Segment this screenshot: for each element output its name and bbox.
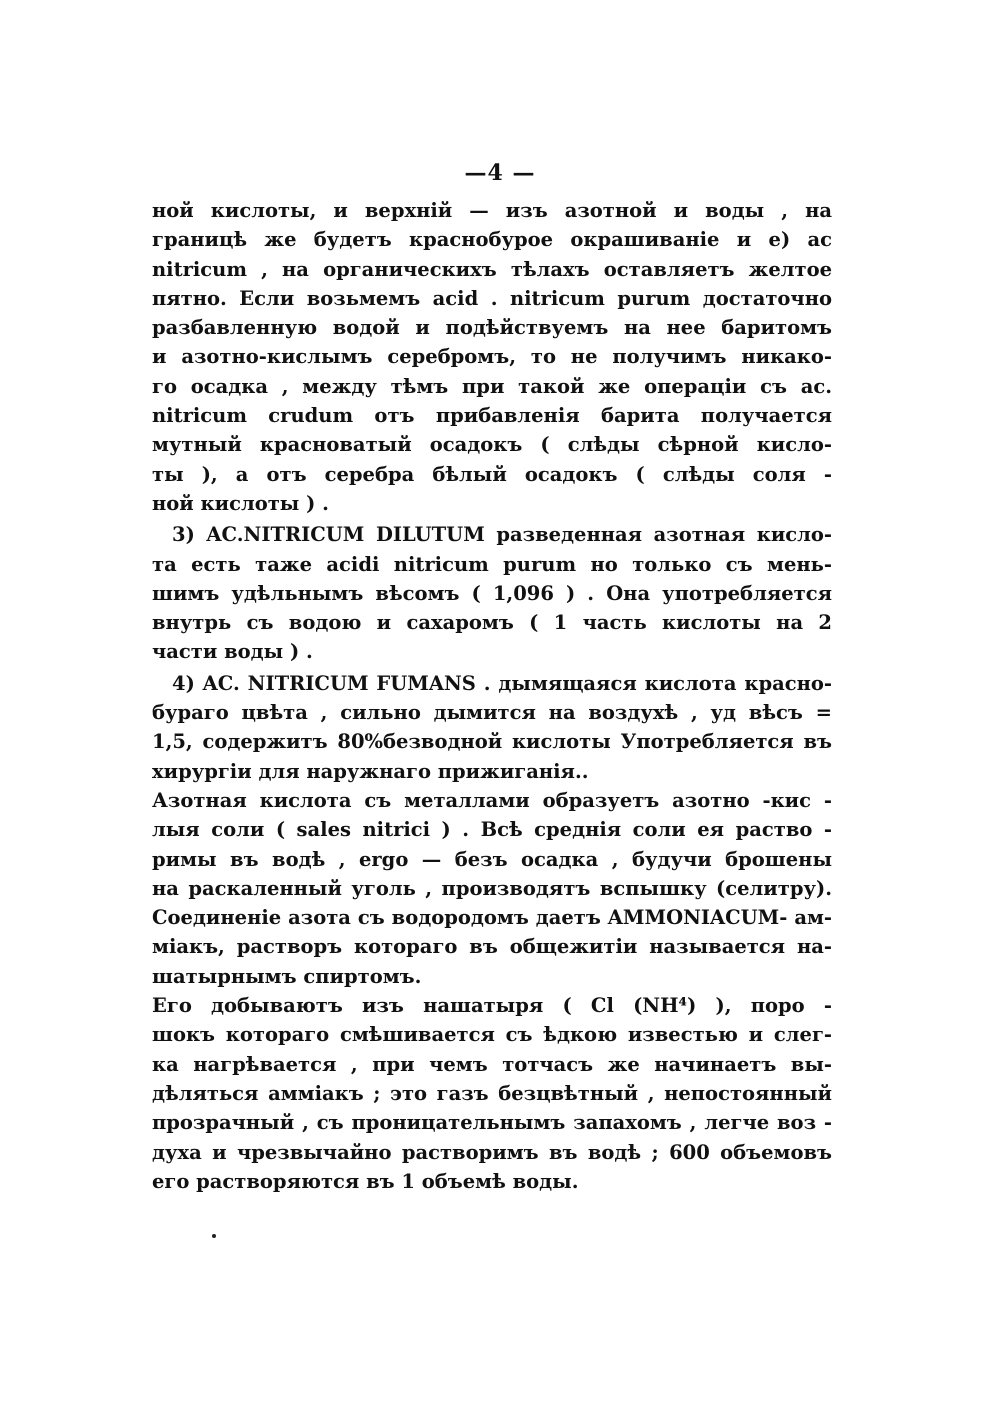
text-line: бураго цвѣта , сильно дымится на воздухѣ , уд вѣсъ = [152,701,832,725]
text-line: пятно. Если возьмемъ acid . nitricum purum достаточно [152,286,832,310]
text-line: міакъ, растворъ котораго въ общежитіи называется на- [152,935,832,959]
text-line: Соединеніе азота съ водородомъ даетъ AMMONIACUM- ам- [152,906,832,930]
text-line: nitricum , на органическихъ тѣлахъ оставляетъ желтое [152,257,832,281]
text-line: Азотная кислота съ металлами образуетъ азотно -кис - [152,788,832,812]
text-line: го осадка , между тѣмъ при такой же операціи съ ac. [152,374,832,398]
text-line: 1,5, содержитъ 80%безводной кислоты Употребляется въ [152,730,832,754]
text-line: дѣляться амміакъ ; это газъ безцвѣтный , непостоянный [152,1081,832,1105]
text-line: границѣ же будетъ краснобурое окрашиваніе и е) ac [152,228,832,252]
text-line: шатырнымъ спиртомъ. [152,964,422,988]
body-text [152,196,832,1196]
text-line: ной кислоты, и верхній — изъ азотной и воды , на [152,199,832,222]
text-line: прозрачный , съ проницательнымъ запахомъ , легче воз - [152,1111,832,1135]
text-line: и азотно-кислымъ серебромъ, то не получимъ никако- [152,345,832,369]
text-line: ной кислоты ) . [152,491,329,515]
text-line: мутный красноватый осадокъ ( слѣды сѣрной кисло- [152,433,832,457]
page-number: —4 — [464,160,536,186]
text-line: духа и чрезвычайно растворимъ въ водѣ ; 600 объемовъ [152,1140,832,1164]
text-line: Его добываютъ изъ нашатыря ( Cl (NH⁴) ), поро - [152,994,832,1018]
text-line: разбавленную водой и подѣйствуемъ на нее баритомъ [152,316,832,340]
text-line: хирургіи для наружнаго прижиганія.. [152,759,589,783]
stray-ink-dot [212,1234,216,1238]
text-line: его растворяются въ 1 объемѣ воды. [152,1169,579,1193]
text-line: nitricum crudum отъ прибавленія барита получается [152,404,832,428]
text-line: на раскаленный уголь , производятъ вспышку (селитру). [152,876,832,900]
text-line: внутрь съ водою и сахаромъ ( 1 часть кислоты на 2 [152,611,832,635]
text-line: ты ), а отъ серебра бѣлый осадокъ ( слѣды соля - [152,462,832,486]
text-line: римы въ водѣ , ergo — безъ осадка , будучи брошены [152,847,832,871]
text-line: шимъ удѣльнымъ вѣсомъ ( 1,096 ) . Она употребляется [152,581,832,605]
text-line: шокъ котораго смѣшивается съ ѣдкою известью и слег- [152,1023,832,1047]
text-line: ка нагрѣвается , при чемъ тотчасъ же начинаетъ вы- [152,1052,832,1076]
text-line: части воды ) . [152,640,313,664]
section-heading-line: 4) AC. NITRICUM FUMANS . дымящаяся кислота красно- [172,671,832,695]
section-heading-line: 3) AC.NITRICUM DILUTUM разведенная азотная кисло- [172,523,832,547]
text-line: та есть таже acidi nitricum purum но только съ мень- [152,552,832,576]
text-line: лыя соли ( sales nitrici ) . Всѣ среднія соли ея раство - [152,818,832,842]
